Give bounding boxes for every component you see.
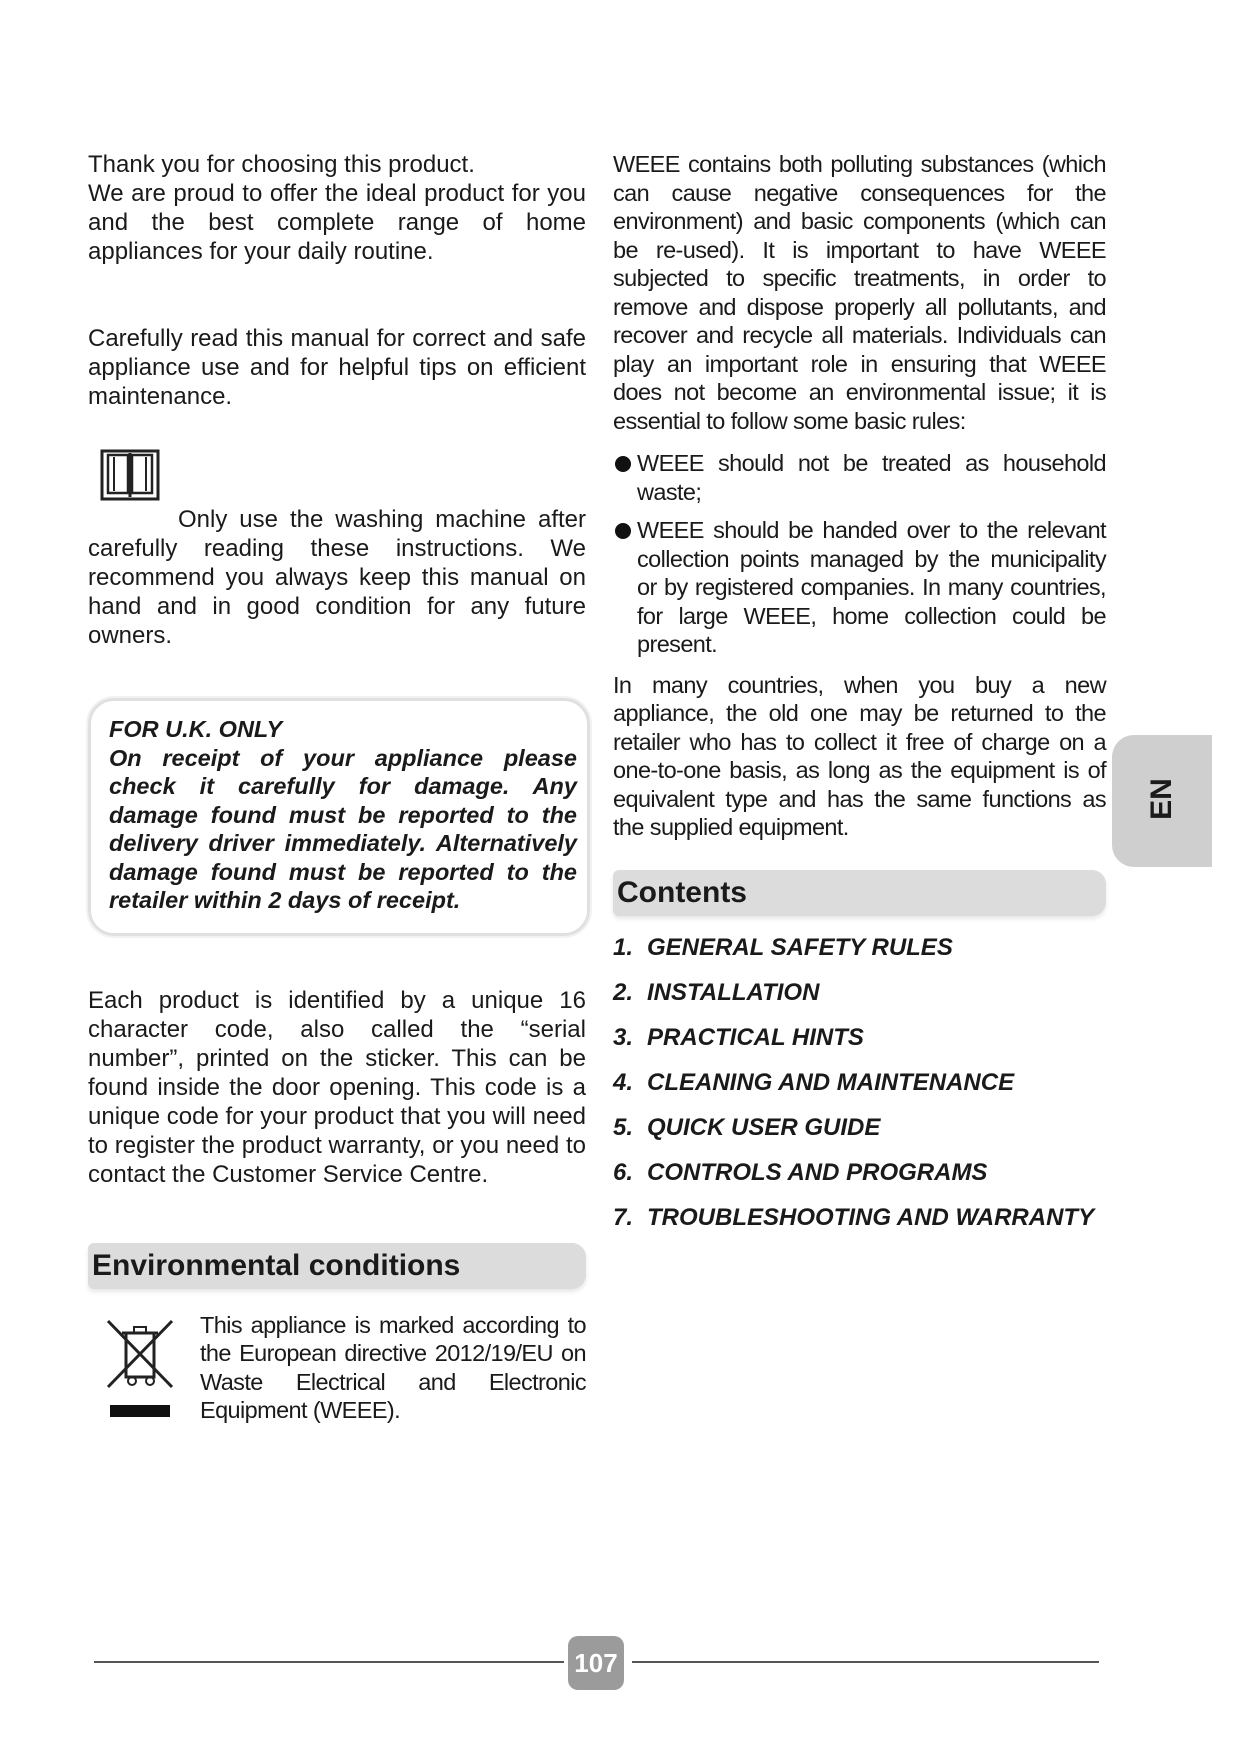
uk-notice-body: On receipt of your appliance please check it carefully for damage. Any damage found must be reported to the delivery driver immediately. Alternatively damage found must be reported to the retailer within 2 days of receipt. — [109, 744, 577, 913]
bullet-icon — [615, 456, 631, 472]
weee-directive-text: This appliance is marked according to the European directive 2012/19/EU on Waste Electrical and Electronic Equipment (WEEE). — [200, 1311, 586, 1423]
toc-item[interactable]: 2. INSTALLATION — [613, 978, 820, 1006]
open-book-icon — [100, 447, 160, 503]
thank-you-text: Thank you for choosing this product. — [88, 151, 475, 178]
language-tab — [1112, 735, 1212, 867]
read-instructions-block — [88, 505, 586, 650]
toc-item[interactable]: 7. TROUBLESHOOTING AND WARRANTY — [613, 1203, 1095, 1231]
weee-rule-item — [613, 449, 1106, 506]
page-number: 107 — [568, 1636, 624, 1690]
weee-marking-block — [88, 1311, 586, 1425]
toc-item[interactable]: 3. PRACTICAL HINTS — [613, 1023, 864, 1051]
toc-item[interactable]: 1. GENERAL SAFETY RULES — [613, 933, 953, 961]
manual-advice-text: Carefully read this manual for correct and safe appliance use and for helpful tips on efficient maintenance. — [88, 325, 586, 410]
footer-rule-right — [632, 1661, 1099, 1663]
crossed-bin-icon — [104, 1319, 176, 1423]
serial-number-text: Each product is identified by a unique 16 character code, also called the “serial number”, printed on the sticker. This can be found inside the door opening. This code is a unique code for your product that you will need to register the product warranty, or you need to contact the Customer Service Centre. — [88, 986, 586, 1188]
uk-notice-title: FOR U.K. ONLY — [109, 716, 283, 742]
contents-heading: Contents — [613, 870, 1106, 916]
toc-item[interactable]: 4. CLEANING AND MAINTENANCE — [613, 1068, 1015, 1096]
bullet-icon — [615, 523, 631, 539]
language-tab-label: EN — [1145, 778, 1178, 820]
weee-rule-text: WEEE should not be treated as household waste; — [637, 450, 1106, 505]
left-column — [88, 150, 586, 1425]
old-appliance-return-text: In many countries, when you buy a new appliance, the old one may be returned to the retailer who has to collect it free of charge on a one-to-one basis, as long as the equipment is of equivalent type and has the same functions as the supplied equipment. — [613, 671, 1106, 840]
toc-item[interactable]: 6. CONTROLS AND PROGRAMS — [613, 1158, 988, 1186]
toc-item[interactable]: 5. QUICK USER GUIDE — [613, 1113, 881, 1141]
uk-only-notice — [88, 698, 590, 936]
footer-rule-left — [94, 1661, 564, 1663]
weee-rule-text: WEEE should be handed over to the relevant collection points managed by the municipality or by registered companies. In many countries, for large WEEE, home collection could be present. — [637, 517, 1106, 657]
weee-rule-item — [613, 516, 1106, 659]
read-instructions-text: Only use the washing machine after carefully reading these instructions. We recommend you always keep this manual on hand and in good condition for any future owners. — [88, 506, 586, 649]
right-column — [613, 150, 1106, 1249]
table-of-contents — [613, 934, 1106, 1232]
environmental-conditions-heading: Environmental conditions — [88, 1243, 586, 1289]
weee-info-text: WEEE contains both polluting substances (which can cause negative consequences for the environment) and basic components (which can be re-used). It is important to have WEEE subjected to specific treatments, in order to remove and dispose properly all pollutants, and recover and recycle all materials. Individuals can play an important role in ensuring that WEEE does not become an environmental issue; it is essential to follow some basic rules: — [613, 151, 1106, 434]
intro-text: We are proud to offer the ideal product for you and the best complete range of home appliances for your daily routine. — [88, 180, 586, 265]
